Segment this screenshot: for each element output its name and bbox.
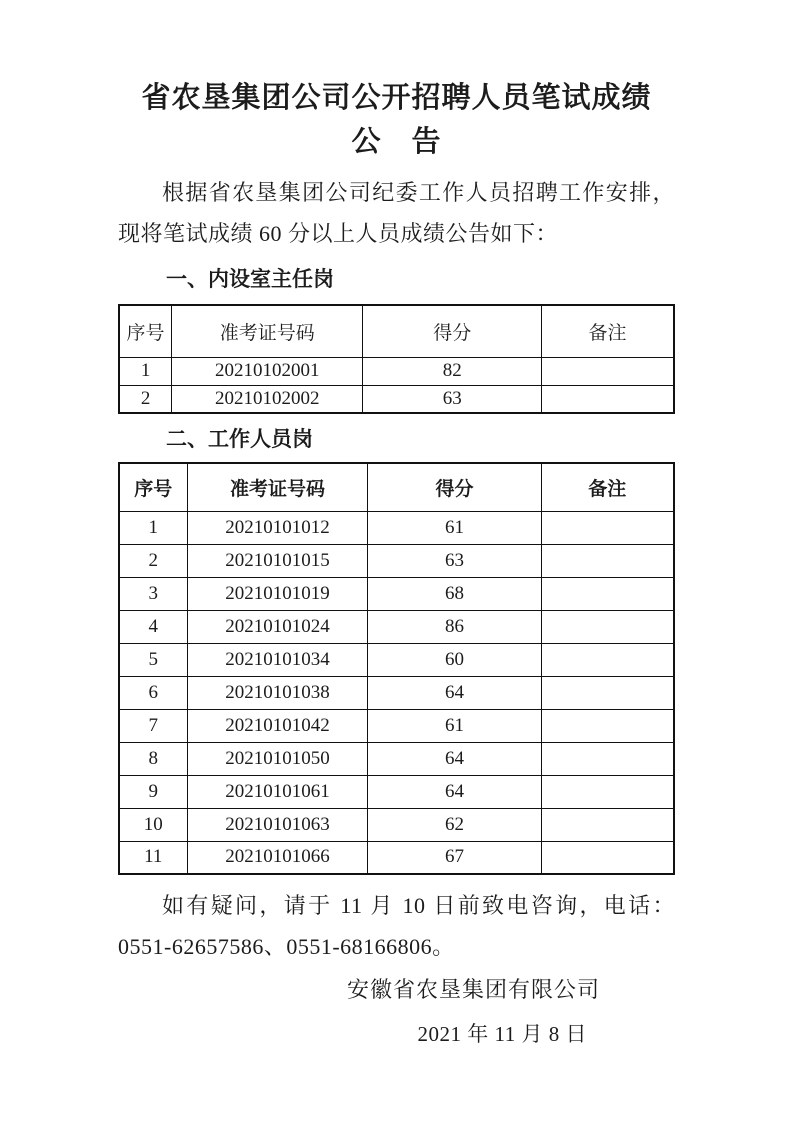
table-cell: 10	[119, 808, 187, 841]
table-cell	[541, 610, 674, 643]
table-row	[119, 643, 674, 676]
section-staff-heading: 二、工作人员岗	[166, 427, 313, 451]
document-title-line2: 公 告	[351, 126, 442, 158]
signature-date: 2021 年 11 月 8 日	[417, 1022, 587, 1046]
table-cell: 61	[368, 709, 541, 742]
column-header: 得分	[363, 305, 542, 357]
table-cell	[541, 511, 674, 544]
signature-company: 安徽省农垦集团有限公司	[346, 977, 600, 1002]
intro-paragraph: 根据省农垦集团公司纪委工作人员招聘工作安排，现将笔试成绩 60 分以上人员成绩公告如下：	[118, 180, 675, 246]
table-row	[119, 385, 674, 413]
table-row	[119, 775, 674, 808]
table-cell	[541, 775, 674, 808]
table-cell: 1	[119, 511, 187, 544]
table-cell	[541, 709, 674, 742]
section-director-heading: 一、内设室主任岗	[166, 267, 334, 291]
table-cell: 3	[119, 577, 187, 610]
table-cell: 63	[363, 385, 542, 413]
table-cell: 82	[363, 357, 542, 385]
table-cell: 20210101038	[187, 676, 368, 709]
table-cell: 60	[368, 643, 541, 676]
table-cell: 86	[368, 610, 541, 643]
table-row	[119, 511, 674, 544]
table-cell: 9	[119, 775, 187, 808]
table-cell: 63	[368, 544, 541, 577]
table-row	[119, 610, 674, 643]
table-cell: 62	[368, 808, 541, 841]
table-row	[119, 676, 674, 709]
column-header: 备注	[541, 463, 674, 511]
table-cell: 6	[119, 676, 187, 709]
section-staff-post	[118, 424, 675, 875]
table-cell: 20210101042	[187, 709, 368, 742]
table-cell: 20210102001	[172, 357, 363, 385]
column-header: 序号	[119, 305, 172, 357]
table-cell: 4	[119, 610, 187, 643]
table-cell: 20210101050	[187, 742, 368, 775]
table-cell	[542, 357, 674, 385]
table-cell: 20210101066	[187, 841, 368, 874]
table-cell: 20210101063	[187, 808, 368, 841]
table-cell	[541, 643, 674, 676]
table-row	[119, 577, 674, 610]
table-cell: 61	[368, 511, 541, 544]
table-cell: 8	[119, 742, 187, 775]
table-cell: 2	[119, 385, 172, 413]
section-director-post	[118, 264, 675, 414]
table-cell: 64	[368, 742, 541, 775]
table-cell: 20210101024	[187, 610, 368, 643]
table-cell: 11	[119, 841, 187, 874]
director-scores-table	[118, 304, 675, 414]
table-cell	[541, 808, 674, 841]
table-row	[119, 742, 674, 775]
table-cell: 7	[119, 709, 187, 742]
table-row	[119, 709, 674, 742]
column-header: 得分	[368, 463, 541, 511]
column-header: 序号	[119, 463, 187, 511]
staff-scores-table	[118, 462, 675, 875]
table-cell: 20210101034	[187, 643, 368, 676]
table-cell: 20210101061	[187, 775, 368, 808]
table-cell	[541, 841, 674, 874]
table-cell: 20210101019	[187, 577, 368, 610]
table-header-row	[119, 463, 674, 511]
column-header: 准考证号码	[172, 305, 363, 357]
table-row	[119, 841, 674, 874]
table-cell	[542, 385, 674, 413]
table-cell	[541, 676, 674, 709]
column-header: 准考证号码	[187, 463, 368, 511]
table-cell: 2	[119, 544, 187, 577]
table-cell: 68	[368, 577, 541, 610]
table-cell: 64	[368, 775, 541, 808]
table-cell	[541, 742, 674, 775]
table-cell	[541, 577, 674, 610]
document-title-line1: 省农垦集团公司公开招聘人员笔试成绩	[141, 82, 652, 114]
table-row	[119, 544, 674, 577]
table-cell: 5	[119, 643, 187, 676]
column-header: 备注	[542, 305, 674, 357]
table-cell: 20210102002	[172, 385, 363, 413]
table-cell: 20210101012	[187, 511, 368, 544]
table-cell	[541, 544, 674, 577]
table-cell: 67	[368, 841, 541, 874]
table-row	[119, 357, 674, 385]
table-cell: 1	[119, 357, 172, 385]
table-row	[119, 808, 674, 841]
table-header-row	[119, 305, 674, 357]
table-cell: 20210101015	[187, 544, 368, 577]
table-cell: 64	[368, 676, 541, 709]
closing-paragraph: 如有疑问，请于 11 月 10 日前致电咨询，电话：0551-62657586、0551-68166806。	[118, 893, 675, 959]
